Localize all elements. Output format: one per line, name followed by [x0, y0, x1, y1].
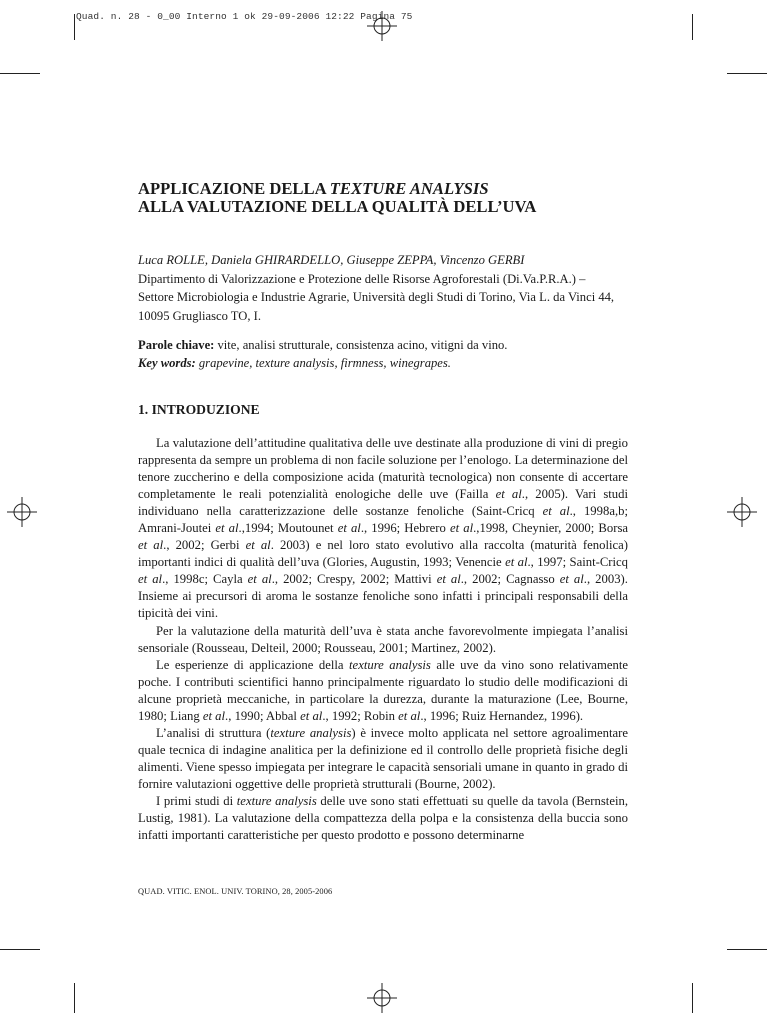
title-line1-italic: TEXTURE ANALYSIS [329, 179, 489, 198]
italic-term: texture analysis [349, 657, 431, 672]
text-run: ) è invece molto applicata nel settore agroalimentare quale tecnica di indagine analitica per la definizione ed il controllo delle proprietà fisiche degli alimenti. Viene spesso impiegata per integrare le capacità sensoriali umane in quanto in grado di fornire valutazioni oggettive delle proprietà strutturali (Bourne, 2002). [138, 725, 628, 791]
text-run: ., 1997; Saint-Cricq [527, 555, 629, 570]
italic-term: et al [505, 555, 528, 570]
text-run: .,1998, Cheynier, 2000; Borsa [473, 521, 629, 536]
crop-mark-bottom-right-vertical [692, 983, 693, 1013]
text-run: ., 2002; Crespy, 2002; Mattivi [271, 572, 437, 587]
keywords-english-label: Key words: [138, 356, 196, 370]
italic-term: et al [247, 572, 272, 587]
text-run: ., 2002; Cagnasso [460, 572, 560, 587]
crop-mark-bottom-right-horizontal [727, 949, 767, 950]
text-run: ., 2005). Vari studi individuano nella caratterizzazione delle sostanze fenoliche (Saint-Cricq [138, 487, 628, 519]
affiliation-line-3: 10095 Grugliasco TO, I. [138, 308, 262, 323]
italic-term: et al [215, 521, 239, 536]
text-run: La valutazione dell’attitudine qualitativa delle uve destinate alla produzione di vini di pregio rappresenta da sempre un problema di non facile soluzione per l’enologo. La determinazione del tenore zuccherino e della composizione acida (maturità tecnologica) non consente di accertare completamente le reali potenzialità enologiche delle uve (Failla [138, 436, 628, 502]
text-run: delle uve sono stati effettuati su quelle da tavola (Bernstein, Lustig, 1981). La valutazione della compattezza della polpa e la consistenza della buccia sono infatti importanti caratteristiche per questo prodotto e possono determinarne [138, 793, 628, 843]
body-paragraph [138, 725, 628, 793]
crop-mark-bottom-left-vertical [74, 983, 75, 1013]
body-paragraph [138, 435, 628, 623]
crop-mark-top-left-vertical [74, 14, 75, 40]
italic-term: et al [449, 521, 474, 536]
text-run: ., 1990; Abbal [225, 708, 301, 723]
italic-term: et al [337, 521, 361, 536]
italic-term: texture analysis [236, 793, 317, 808]
text-run: . 2003) e nel loro stato evolutivo alla raccolta (maturità fenolica) importanti indici di qualità dell’uva (Glories, Augustin, 1993; Venencie [138, 538, 628, 570]
italic-term: et al [436, 572, 461, 587]
crop-mark-bottom-left-horizontal [0, 949, 40, 950]
italic-term: et al [202, 708, 226, 723]
text-run: ., 1996; Hebrero [360, 521, 450, 536]
crop-mark-top-right-horizontal [727, 73, 767, 74]
italic-term: et al [300, 708, 323, 723]
italic-term: et al [559, 572, 584, 587]
italic-term: et al [138, 572, 163, 587]
text-run: ., 1992; Robin [322, 708, 399, 723]
body-paragraph [138, 623, 628, 657]
keywords-english [138, 354, 628, 372]
italic-term: texture analysis [270, 725, 352, 740]
text-run: Per la valutazione della maturità dell’uva è stata anche favorevolmente impiegata l’analisi sensoriale (Rousseau, Delteil, 2000; Rousseau, 2001; Martinez, 2002). [138, 623, 628, 655]
italic-term: et al [542, 504, 570, 519]
keywords-english-text: grapevine, texture analysis, firmness, winegrapes. [195, 356, 451, 370]
body-paragraph [138, 793, 628, 844]
text-run: Le esperienze di applicazione della [156, 657, 350, 672]
journal-footer: QUAD. VITIC. ENOL. UNIV. TORINO, 28, 2005-2006 [138, 887, 333, 896]
keywords-block [138, 336, 628, 372]
registration-mark-bottom-icon [367, 983, 397, 1013]
text-run: ., 2003). Insieme ai precursori di aroma le sostanze fenoliche sono infatti i principali responsabili della tipicità dei vini. [138, 572, 628, 621]
text-run: ., 2002; Gerbi [163, 538, 246, 553]
italic-term: et al [398, 708, 421, 723]
body-paragraph [138, 657, 628, 725]
article-title [138, 180, 638, 216]
italic-term: et al [245, 538, 271, 553]
author-list: Luca ROLLE, Daniela GHIRARDELLO, Giuseppe ZEPPA, Vincenzo GERBI [138, 253, 525, 267]
section-heading: 1. INTRODUZIONE [138, 402, 260, 417]
text-run: L’analisi di struttura ( [156, 725, 271, 740]
keywords-italian [138, 336, 628, 354]
keywords-italian-label: Parole chiave: [138, 338, 215, 352]
italic-term: et al [495, 487, 522, 502]
registration-mark-right-icon [727, 497, 757, 527]
text-run: ., 1996; Ruiz Hernandez, 1996). [420, 708, 584, 723]
registration-mark-left-icon [7, 497, 37, 527]
affiliation-line-2: Settore Microbiologia e Industrie Agrarie, Università degli Studi di Torino, Via L. da Vinci 44, [138, 290, 615, 304]
authors-block [138, 251, 628, 325]
text-run: I primi studi di [156, 793, 237, 808]
title-line1-lead: APPLICAZIONE DELLA [138, 179, 330, 198]
title-line2: ALLA VALUTAZIONE DELLA QUALITÀ DELL’UVA [138, 197, 537, 216]
print-slug-line: Quad. n. 28 - 0_00 Interno 1 ok 29-09-2006 12:22 Pagina 75 [76, 11, 413, 22]
registration-mark-top-icon [367, 11, 397, 41]
body-text [138, 435, 628, 844]
italic-term: et al [138, 538, 164, 553]
keywords-italian-text: vite, analisi strutturale, consistenza acino, vitigni da vino. [214, 338, 508, 352]
text-run: alle uve da vino sono relativamente poche. I contributi scientifici hanno principalmente riguardato lo studio delle modificazioni di alcune proprietà meccaniche, in particolare la durezza, durante la maturazione (Lee, Bourne, 1980; Liang [138, 657, 629, 723]
text-run: .,1994; Moutounet [238, 521, 338, 536]
crop-mark-top-right-vertical [692, 14, 693, 40]
text-run: ., 1998c; Cayla [162, 572, 248, 587]
affiliation-line-1: Dipartimento di Valorizzazione e Protezione delle Risorse Agroforestali (Di.Va.P.R.A.) – [138, 271, 586, 286]
crop-mark-top-left-horizontal [0, 73, 40, 74]
text-run: ., 1998a,b; Amrani-Joutei [138, 504, 628, 536]
